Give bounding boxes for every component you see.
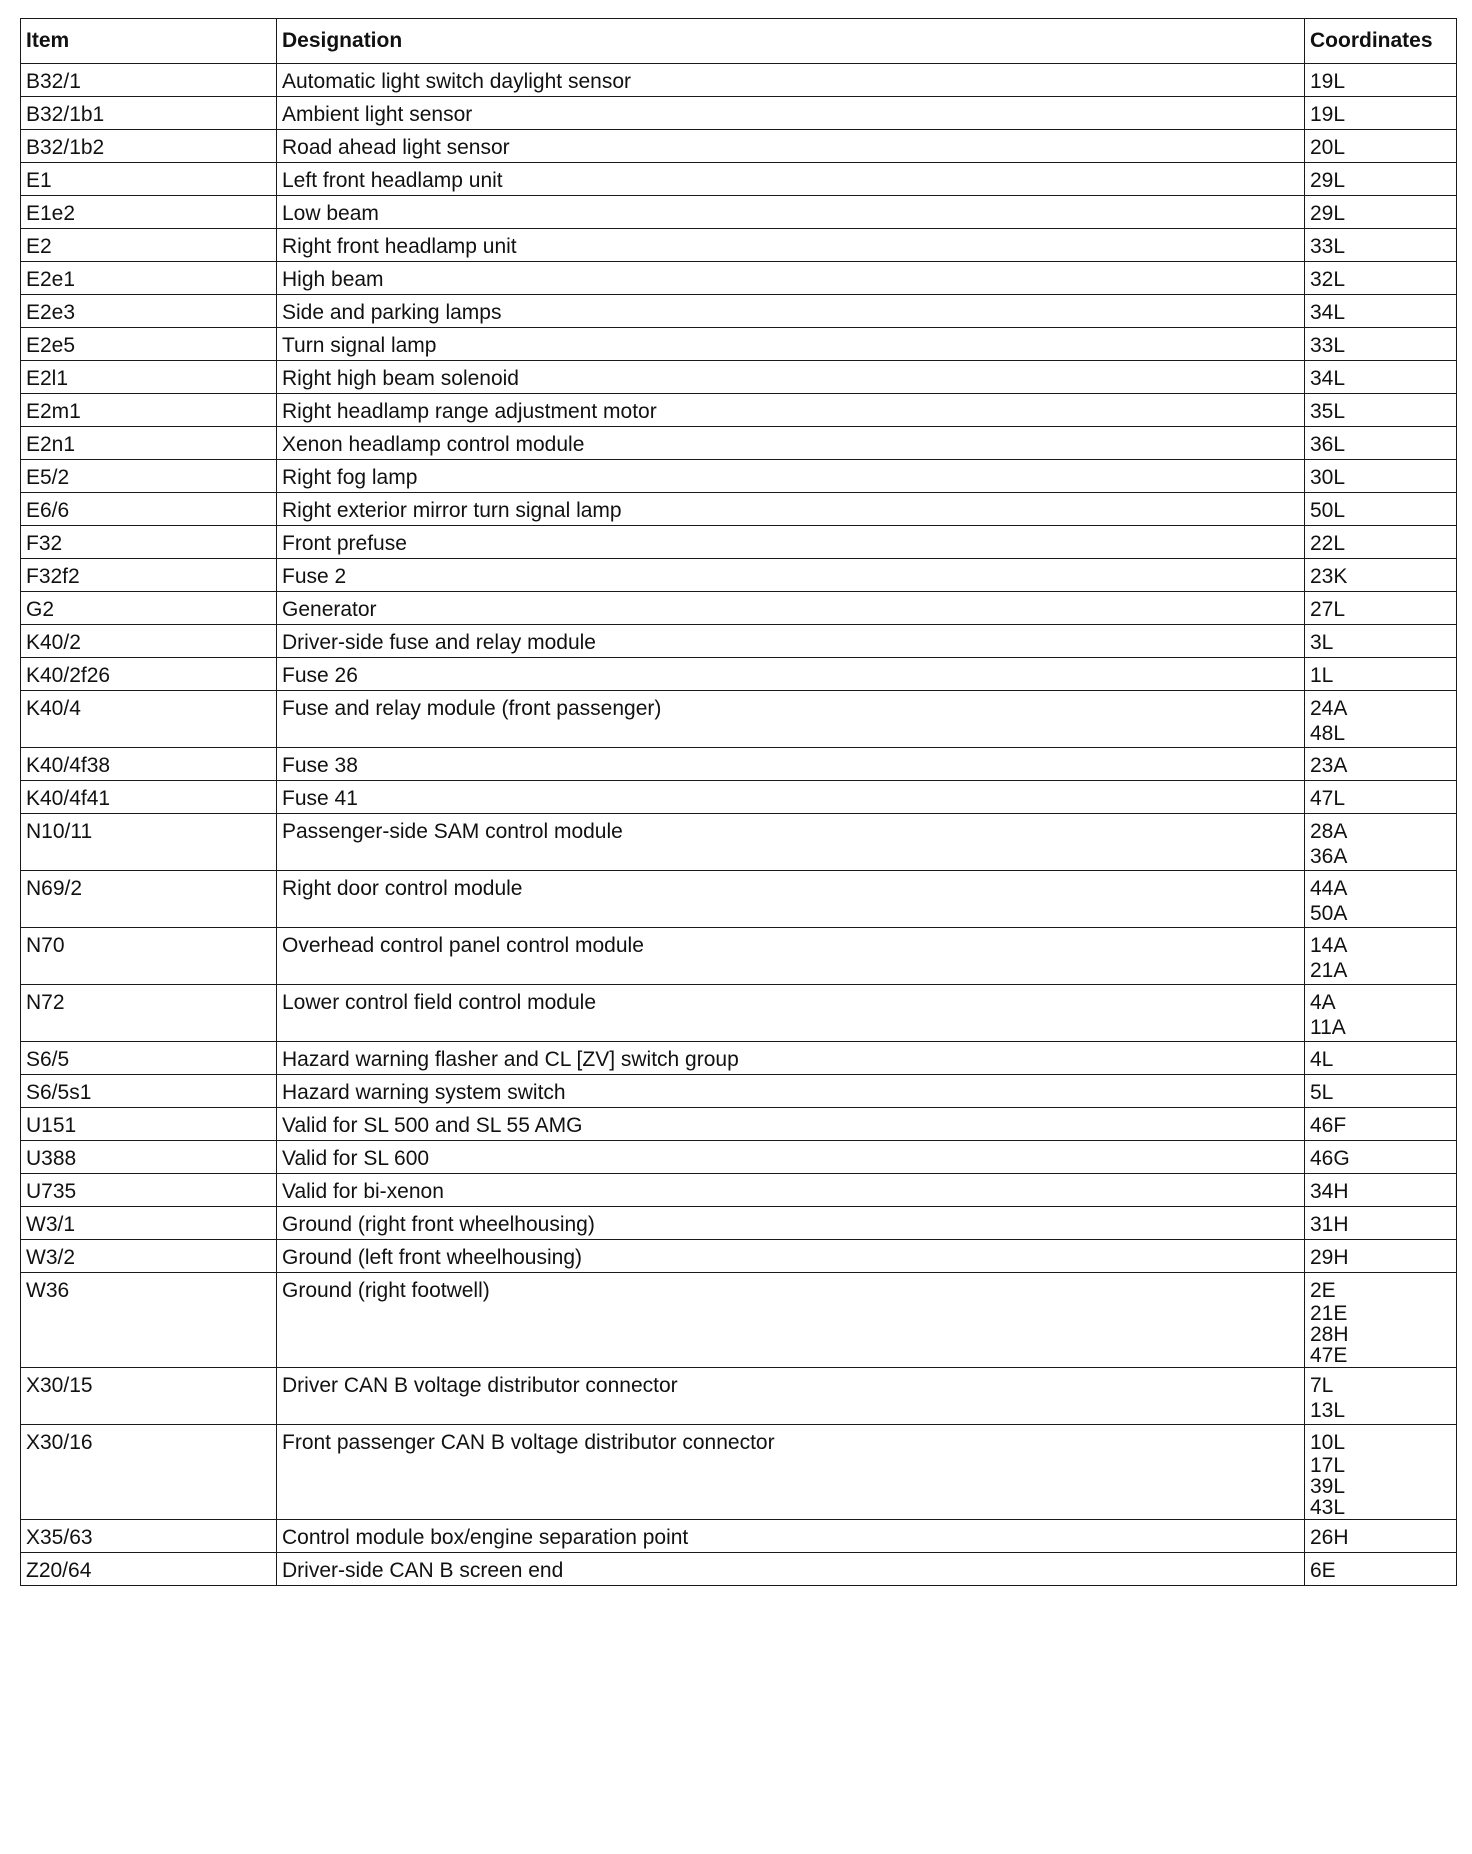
cell-coordinates (1305, 361, 1457, 394)
coordinate-value: 30L (1310, 466, 1346, 489)
cell-coordinates (1305, 1141, 1457, 1174)
cell-designation: Hazard warning system switch (277, 1075, 1305, 1108)
cell-coordinates (1305, 229, 1457, 262)
cell-designation: Valid for bi-xenon (277, 1174, 1305, 1207)
table-row (21, 130, 1457, 163)
cell-coordinates (1305, 781, 1457, 814)
cell-item: E1 (21, 163, 277, 196)
table-row (21, 97, 1457, 130)
table-row (21, 1207, 1457, 1240)
table-row (21, 658, 1457, 691)
cell-coordinates (1305, 97, 1457, 130)
table-row (21, 1042, 1457, 1075)
cell-item: E2l1 (21, 361, 277, 394)
cell-designation: High beam (277, 262, 1305, 295)
cell-item: B32/1b1 (21, 97, 277, 130)
coordinate-value: 47L (1310, 787, 1346, 810)
cell-designation: Xenon headlamp control module (277, 427, 1305, 460)
cell-item: E6/6 (21, 493, 277, 526)
cell-item: W3/1 (21, 1207, 277, 1240)
cell-designation: Right door control module (277, 871, 1305, 928)
cell-coordinates (1305, 163, 1457, 196)
cell-designation: Low beam (277, 196, 1305, 229)
coordinate-value: 50A (1310, 902, 1348, 925)
table-row (21, 229, 1457, 262)
coordinate-value: 17L (1310, 1454, 1346, 1477)
cell-coordinates (1305, 592, 1457, 625)
component-table (20, 18, 1457, 1586)
table-row (21, 1520, 1457, 1553)
coordinate-value: 19L (1310, 70, 1346, 93)
cell-designation: Valid for SL 600 (277, 1141, 1305, 1174)
table-row (21, 64, 1457, 97)
coordinate-value: 11A (1310, 1016, 1346, 1039)
coordinate-value: 10L (1310, 1431, 1346, 1454)
cell-coordinates (1305, 262, 1457, 295)
cell-designation: Ground (left front wheelhousing) (277, 1240, 1305, 1273)
cell-coordinates (1305, 1108, 1457, 1141)
cell-designation: Right front headlamp unit (277, 229, 1305, 262)
table-row (21, 1273, 1457, 1368)
cell-item: K40/4f41 (21, 781, 277, 814)
cell-designation: Fuse 41 (277, 781, 1305, 814)
coordinate-value: 7L (1310, 1374, 1334, 1397)
cell-designation: Driver-side fuse and relay module (277, 625, 1305, 658)
table-row (21, 1425, 1457, 1520)
coordinate-value: 34L (1310, 367, 1346, 390)
cell-item: E2m1 (21, 394, 277, 427)
cell-designation: Generator (277, 592, 1305, 625)
cell-item: N10/11 (21, 814, 277, 871)
coordinate-value: 20L (1310, 136, 1346, 159)
table-row (21, 328, 1457, 361)
cell-designation: Side and parking lamps (277, 295, 1305, 328)
coordinate-value: 28A (1310, 820, 1348, 843)
cell-coordinates (1305, 130, 1457, 163)
coordinate-value: 28H (1310, 1323, 1349, 1346)
table-row (21, 928, 1457, 985)
cell-item: G2 (21, 592, 277, 625)
table-row (21, 1368, 1457, 1425)
cell-item: X30/15 (21, 1368, 277, 1425)
table-row (21, 1174, 1457, 1207)
cell-designation: Turn signal lamp (277, 328, 1305, 361)
cell-coordinates (1305, 64, 1457, 97)
table-row (21, 295, 1457, 328)
coordinate-value: 29H (1310, 1246, 1349, 1269)
cell-designation: Fuse and relay module (front passenger) (277, 691, 1305, 748)
cell-designation: Overhead control panel control module (277, 928, 1305, 985)
table-row (21, 196, 1457, 229)
cell-item: E2 (21, 229, 277, 262)
cell-coordinates (1305, 295, 1457, 328)
cell-item: U151 (21, 1108, 277, 1141)
coordinate-value: 4A (1310, 991, 1336, 1014)
cell-item: E2e1 (21, 262, 277, 295)
coordinate-value: 50L (1310, 499, 1346, 522)
cell-coordinates (1305, 427, 1457, 460)
cell-item: N72 (21, 985, 277, 1042)
cell-item: S6/5s1 (21, 1075, 277, 1108)
cell-item: K40/2f26 (21, 658, 277, 691)
cell-coordinates (1305, 1520, 1457, 1553)
cell-item: U735 (21, 1174, 277, 1207)
table-row (21, 262, 1457, 295)
cell-coordinates (1305, 691, 1457, 748)
cell-coordinates (1305, 328, 1457, 361)
cell-designation: Right exterior mirror turn signal lamp (277, 493, 1305, 526)
cell-coordinates (1305, 1207, 1457, 1240)
cell-item: E5/2 (21, 460, 277, 493)
cell-item: K40/4 (21, 691, 277, 748)
coordinate-value: 13L (1310, 1399, 1346, 1422)
cell-item: S6/5 (21, 1042, 277, 1075)
cell-coordinates (1305, 625, 1457, 658)
cell-coordinates (1305, 1553, 1457, 1586)
cell-coordinates (1305, 493, 1457, 526)
header-coordinates: Coordinates (1305, 19, 1457, 64)
coordinate-value: 39L (1310, 1475, 1346, 1498)
cell-designation: Automatic light switch daylight sensor (277, 64, 1305, 97)
coordinate-value: 21A (1310, 959, 1348, 982)
coordinate-value: 14A (1310, 934, 1348, 957)
coordinate-value: 1L (1310, 664, 1334, 687)
cell-designation: Lower control field control module (277, 985, 1305, 1042)
cell-designation: Valid for SL 500 and SL 55 AMG (277, 1108, 1305, 1141)
coordinate-value: 4L (1310, 1048, 1334, 1071)
table-row (21, 526, 1457, 559)
coordinate-value: 21E (1310, 1302, 1348, 1325)
cell-designation: Right headlamp range adjustment motor (277, 394, 1305, 427)
cell-designation: Control module box/engine separation point (277, 1520, 1305, 1553)
cell-coordinates (1305, 985, 1457, 1042)
cell-designation: Driver CAN B voltage distributor connector (277, 1368, 1305, 1425)
coordinate-value: 29L (1310, 202, 1346, 225)
cell-coordinates (1305, 460, 1457, 493)
coordinate-value: 33L (1310, 235, 1346, 258)
cell-item: X35/63 (21, 1520, 277, 1553)
coordinate-value: 46F (1310, 1114, 1347, 1137)
cell-coordinates (1305, 871, 1457, 928)
table-row (21, 691, 1457, 748)
coordinate-value: 27L (1310, 598, 1346, 621)
cell-designation: Ambient light sensor (277, 97, 1305, 130)
cell-designation: Road ahead light sensor (277, 130, 1305, 163)
cell-item: B32/1 (21, 64, 277, 97)
cell-coordinates (1305, 1042, 1457, 1075)
cell-coordinates (1305, 1425, 1457, 1520)
cell-designation: Ground (right footwell) (277, 1273, 1305, 1368)
cell-coordinates (1305, 928, 1457, 985)
table-row (21, 394, 1457, 427)
coordinate-value: 6E (1310, 1559, 1336, 1582)
cell-designation: Fuse 2 (277, 559, 1305, 592)
cell-coordinates (1305, 559, 1457, 592)
table-row (21, 1075, 1457, 1108)
table-row (21, 361, 1457, 394)
cell-item: Z20/64 (21, 1553, 277, 1586)
cell-item: W36 (21, 1273, 277, 1368)
cell-designation: Front prefuse (277, 526, 1305, 559)
cell-designation: Driver-side CAN B screen end (277, 1553, 1305, 1586)
cell-item: E2n1 (21, 427, 277, 460)
cell-item: U388 (21, 1141, 277, 1174)
cell-coordinates (1305, 526, 1457, 559)
table-row (21, 871, 1457, 928)
coordinate-value: 29L (1310, 169, 1346, 192)
table-row (21, 163, 1457, 196)
cell-coordinates (1305, 814, 1457, 871)
cell-designation: Right fog lamp (277, 460, 1305, 493)
cell-item: N70 (21, 928, 277, 985)
coordinate-value: 48L (1310, 722, 1346, 745)
cell-item: K40/4f38 (21, 748, 277, 781)
cell-coordinates (1305, 196, 1457, 229)
coordinate-value: 24A (1310, 697, 1348, 720)
cell-item: B32/1b2 (21, 130, 277, 163)
cell-designation: Front passenger CAN B voltage distributor connector (277, 1425, 1305, 1520)
table-row (21, 814, 1457, 871)
coordinate-value: 47E (1310, 1344, 1348, 1367)
cell-designation: Right high beam solenoid (277, 361, 1305, 394)
coordinate-value: 36L (1310, 433, 1346, 456)
table-body (21, 64, 1457, 1586)
cell-item: E2e5 (21, 328, 277, 361)
coordinate-value: 34H (1310, 1180, 1349, 1203)
table-row (21, 1141, 1457, 1174)
cell-designation: Hazard warning flasher and CL [ZV] switch group (277, 1042, 1305, 1075)
cell-coordinates (1305, 1075, 1457, 1108)
cell-coordinates (1305, 1174, 1457, 1207)
cell-designation: Left front headlamp unit (277, 163, 1305, 196)
coordinate-value: 23K (1310, 565, 1348, 588)
coordinate-value: 2E (1310, 1279, 1336, 1302)
coordinate-value: 36A (1310, 845, 1348, 868)
table-row (21, 460, 1457, 493)
coordinate-value: 3L (1310, 631, 1334, 654)
cell-item: E1e2 (21, 196, 277, 229)
coordinate-value: 26H (1310, 1526, 1349, 1549)
cell-coordinates (1305, 1240, 1457, 1273)
coordinate-value: 35L (1310, 400, 1346, 423)
header-designation: Designation (277, 19, 1305, 64)
coordinate-value: 23A (1310, 754, 1348, 777)
cell-item: N69/2 (21, 871, 277, 928)
cell-designation: Fuse 26 (277, 658, 1305, 691)
coordinate-value: 43L (1310, 1496, 1346, 1519)
coordinate-value: 32L (1310, 268, 1346, 291)
coordinate-value: 5L (1310, 1081, 1334, 1104)
header-row (21, 19, 1457, 64)
table-row (21, 427, 1457, 460)
cell-designation: Fuse 38 (277, 748, 1305, 781)
table-row (21, 1240, 1457, 1273)
cell-item: W3/2 (21, 1240, 277, 1273)
cell-designation: Ground (right front wheelhousing) (277, 1207, 1305, 1240)
cell-designation: Passenger-side SAM control module (277, 814, 1305, 871)
cell-coordinates (1305, 1273, 1457, 1368)
table-row (21, 592, 1457, 625)
cell-item: K40/2 (21, 625, 277, 658)
coordinate-value: 46G (1310, 1147, 1350, 1170)
cell-coordinates (1305, 1368, 1457, 1425)
cell-coordinates (1305, 658, 1457, 691)
coordinate-value: 19L (1310, 103, 1346, 126)
coordinate-value: 33L (1310, 334, 1346, 357)
table-row (21, 748, 1457, 781)
cell-coordinates (1305, 748, 1457, 781)
table-row (21, 493, 1457, 526)
table-row (21, 781, 1457, 814)
cell-item: X30/16 (21, 1425, 277, 1520)
table-row (21, 1108, 1457, 1141)
coordinate-value: 31H (1310, 1213, 1349, 1236)
coordinate-value: 34L (1310, 301, 1346, 324)
cell-item: F32f2 (21, 559, 277, 592)
table-row (21, 985, 1457, 1042)
coordinate-value: 44A (1310, 877, 1348, 900)
coordinate-value: 22L (1310, 532, 1346, 555)
table-row (21, 625, 1457, 658)
cell-item: F32 (21, 526, 277, 559)
cell-item: E2e3 (21, 295, 277, 328)
header-item: Item (21, 19, 277, 64)
cell-coordinates (1305, 394, 1457, 427)
table-row (21, 559, 1457, 592)
table-row (21, 1553, 1457, 1586)
